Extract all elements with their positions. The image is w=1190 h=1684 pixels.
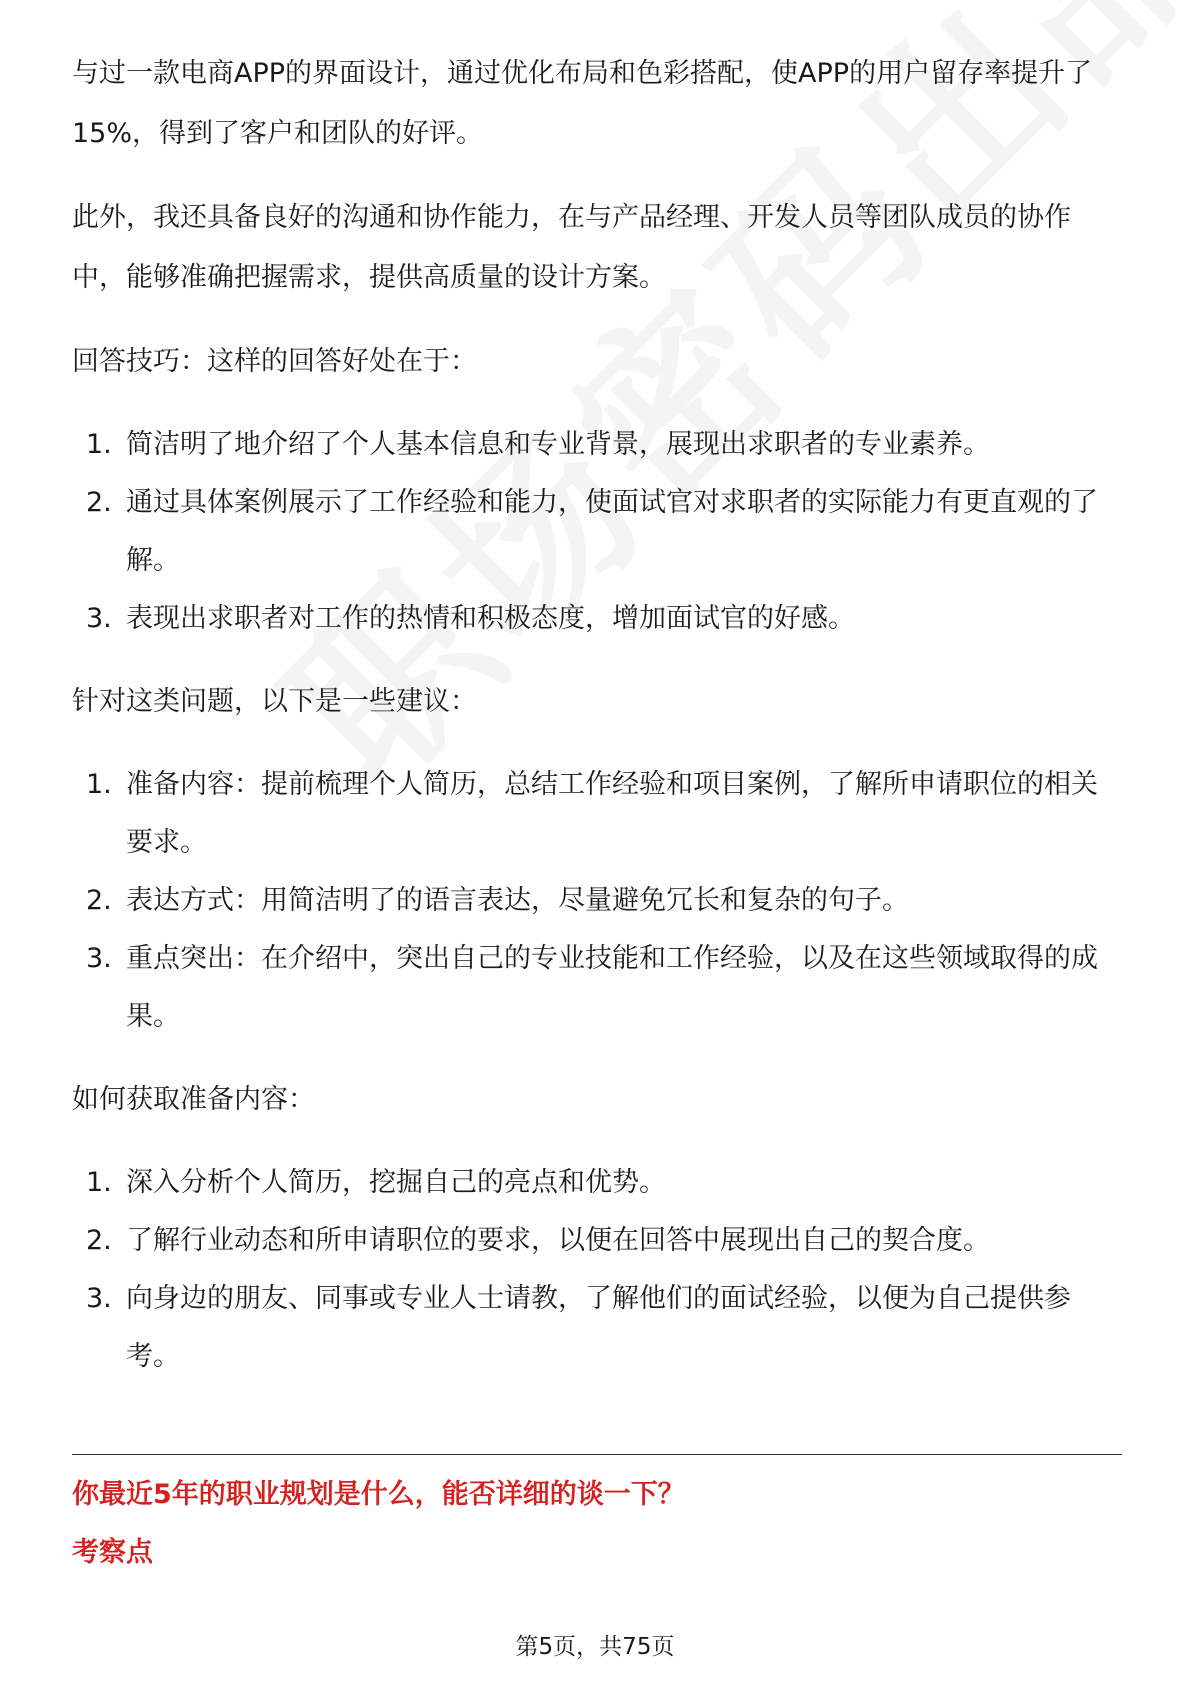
list-item [72,756,1122,872]
list-item [72,930,1122,1046]
list-text: 向身边的朋友、同事或专业人士请教，了解他们的面试经验，以便为自己提供参考。 [126,1283,1071,1372]
page-number: 第5页，共75页 [515,1634,675,1660]
section-divider [72,1454,1122,1455]
answer-benefits-list [72,416,1122,648]
list-number: 2. [86,1225,112,1256]
list-text: 了解行业动态和所申请职位的要求，以便在回答中展现出自己的契合度。 [126,1225,990,1256]
list-number: 2. [86,487,112,518]
list-text: 简洁明了地介绍了个人基本信息和专业背景，展现出求职者的专业素养。 [126,429,990,460]
question-heading: 你最近5年的职业规划是什么，能否详细的谈一下？ [72,1479,685,1510]
list-text: 通过具体案例展示了工作经验和能力，使面试官对求职者的实际能力有更直观的了解。 [126,487,1098,576]
suggestions-list [72,756,1122,1046]
list-number: 1. [86,1167,112,1198]
list-item [72,416,1122,474]
list-number: 1. [86,769,112,800]
list-item [72,1212,1122,1270]
list-text: 深入分析个人简历，挖掘自己的亮点和优势。 [126,1167,666,1198]
list-text: 准备内容：提前梳理个人简历，总结工作经验和项目案例，了解所申请职位的相关要求。 [126,769,1098,858]
list-number: 3. [86,943,112,974]
list-item [72,474,1122,590]
paragraph-answer-tips: 回答技巧：这样的回答好处在于： [72,346,477,377]
list-number: 3. [86,603,112,634]
focus-point-heading: 考察点 [72,1537,153,1568]
list-number: 3. [86,1283,112,1314]
paragraph-communication: 此外，我还具备良好的沟通和协作能力，在与产品经理、开发人员等团队成员的协作中，能够准确把握需求，提供高质量的设计方案。 [72,202,1071,293]
list-number: 2. [86,885,112,916]
document-body [72,44,1122,1410]
paragraph-suggestions: 针对这类问题，以下是一些建议： [72,686,477,717]
list-text: 表达方式：用简洁明了的语言表达，尽量避免冗长和复杂的句子。 [126,885,909,916]
list-text: 重点突出：在介绍中，突出自己的专业技能和工作经验，以及在这些领域取得的成果。 [126,943,1098,1032]
list-number: 1. [86,429,112,460]
preparation-list [72,1154,1122,1386]
list-item [72,590,1122,648]
list-item [72,1270,1122,1386]
paragraph-how-to-prepare: 如何获取准备内容： [72,1084,315,1115]
list-text: 表现出求职者对工作的热情和积极态度，增加面试官的好感。 [126,603,855,634]
list-item [72,1154,1122,1212]
list-item [72,872,1122,930]
paragraph-app-design: 与过一款电商APP的界面设计，通过优化布局和色彩搭配，使APP的用户留存率提升了15%，得到了客户和团队的好评。 [72,58,1093,149]
